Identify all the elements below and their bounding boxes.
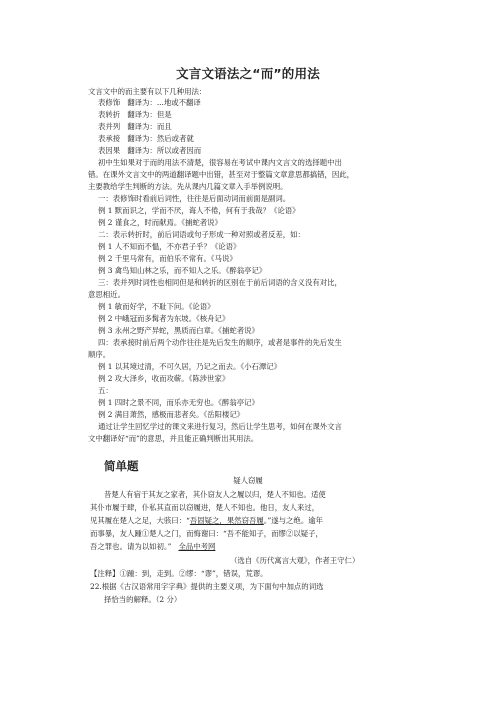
section-heading: 顺序。	[88, 350, 111, 359]
question-line: 22.根据《古汉语常用字字典》提供的主要义项，为下面句中加点的词选	[90, 582, 324, 591]
example-line: 例 2 攻大泽乡，收而攻蕲。《陈涉世家》	[98, 374, 230, 383]
example-line: 例 2 千里马常有，而伯乐不常有。《马说》	[98, 254, 237, 263]
section-heading: 三：表并列时词性也相同但是和转折的区别在于前后词语的含义没有对比，	[98, 278, 342, 287]
usage-item	[98, 122, 172, 132]
example-line: 例 2 谨食之，时而献焉。《捕蛇者说》	[98, 218, 222, 227]
usage-name: 表修饰	[98, 98, 121, 107]
section-heading: 五：	[98, 386, 113, 395]
story-line	[90, 516, 323, 526]
usage-gloss: 翻译为：...地或不翻译	[127, 98, 201, 107]
paragraph-line: 错。在课外文言文中的两道翻译题中出错，甚至对于整篇文章意思都搞错，因此，	[88, 170, 355, 179]
section-subtitle: 简单题	[104, 459, 139, 473]
example-line: 例 1 人不知而不愠，不亦君子乎？《论语》	[98, 242, 241, 251]
story-line	[90, 542, 215, 552]
example-line: 例 3 禽鸟知山林之乐，而不知人之乐。《醉翁亭记》	[98, 266, 267, 275]
usage-gloss: 翻译为：然后或者就	[127, 134, 194, 143]
summary-line: 通过让学生回忆学过的课文来进行复习，然后让学生思考，如何在课外文言	[98, 422, 342, 431]
story-line: 昔楚人有宿于其友之家者，其仆窃友人之履以归，楚人不知也。适使	[104, 490, 326, 499]
usage-gloss: 翻译为：而且	[127, 122, 172, 131]
story-line: 其仆市履于肆，仆私其直而以窃履进，楚人不知也。他日，友人来过，	[90, 503, 320, 512]
paragraph-line: 初中生如果对于而的用法不清楚，很容易在考试中课内文言文的选择题中出	[98, 158, 342, 167]
example-line: 例 1 四时之景不同，而乐亦无穷也。《醉翁亭记》	[98, 398, 259, 407]
section-heading: 一：表修饰时看前后词性，往往是后面动词而前面是副词。	[98, 194, 291, 203]
page-title: 文言文语法之“而”的用法	[176, 66, 320, 81]
story-text: 。”遂与之绝。逾年	[263, 516, 323, 525]
example-line: 例 3 永州之野产异蛇，黑质而白章。《捕蛇者说》	[98, 326, 259, 335]
question-line: 择恰当的解释。（2 分）	[104, 595, 182, 604]
usage-name: 表并列	[98, 122, 121, 131]
usage-gloss: 翻译为：所以或者因而	[127, 146, 202, 155]
story-title: 疑人窃履	[233, 476, 263, 485]
intro-text: 文言文中的而主要有以下几种用法：	[88, 87, 207, 96]
usage-item	[98, 110, 172, 120]
section-heading: 二：表示转折时，前后词语或句子形成一种对照或者反差，如：	[98, 230, 305, 239]
example-line: 例 2 中峨冠而多髯者为东坡。《核舟记》	[98, 314, 230, 323]
section-heading: 四：表承接时前后两个动作往往是先后发生的顺序，或者是事件的先后发生	[98, 338, 342, 347]
example-line: 例 2 满目萧然，感极而悲者矣。《岳阳楼记》	[98, 410, 245, 419]
section-heading: 意思相近。	[88, 290, 125, 299]
notes-line: 【注释】①踵：到，走到。②缪：“谬”，错误，荒谬。	[90, 569, 268, 578]
story-text: 吾之罪也。请为以如初。”	[90, 542, 172, 551]
usage-gloss: 翻译为：但是	[127, 110, 172, 119]
story-line: 而事暴，友人踵①楚人之门，而悔谢曰：“吾不能知子，而缪②以疑子，	[90, 529, 323, 538]
usage-item	[98, 134, 194, 144]
story-text: 见其履在楚人之足，大骇曰：“	[90, 516, 190, 525]
underlined-sentence: 吾固疑之，果然窃吾履	[189, 516, 264, 525]
example-line: 例 1 默而识之，学而不厌，诲人不倦，何有于我哉？《论语》	[98, 206, 300, 215]
usage-name: 表因果	[98, 146, 121, 155]
usage-name: 表承接	[98, 134, 121, 143]
watermark-link[interactable]: 全品中考网	[178, 542, 216, 551]
usage-item	[98, 98, 201, 108]
usage-item	[98, 146, 201, 156]
story-source: （选自《历代寓言大观》，作者王守仁）	[230, 556, 360, 565]
example-line: 例 1 以其境过清，不可久居，乃记之而去。《小石潭记》	[98, 362, 282, 371]
usage-name: 表转折	[98, 110, 121, 119]
summary-line: 文中翻译好“而”的意思，并且能正确判断出其用法。	[88, 434, 259, 443]
paragraph-line: 主要教给学生判断的方法。先从课内几篇文章入手举例说明。	[88, 182, 288, 191]
example-line: 例 1 敏而好学，不耻下问。《论语》	[98, 302, 215, 311]
